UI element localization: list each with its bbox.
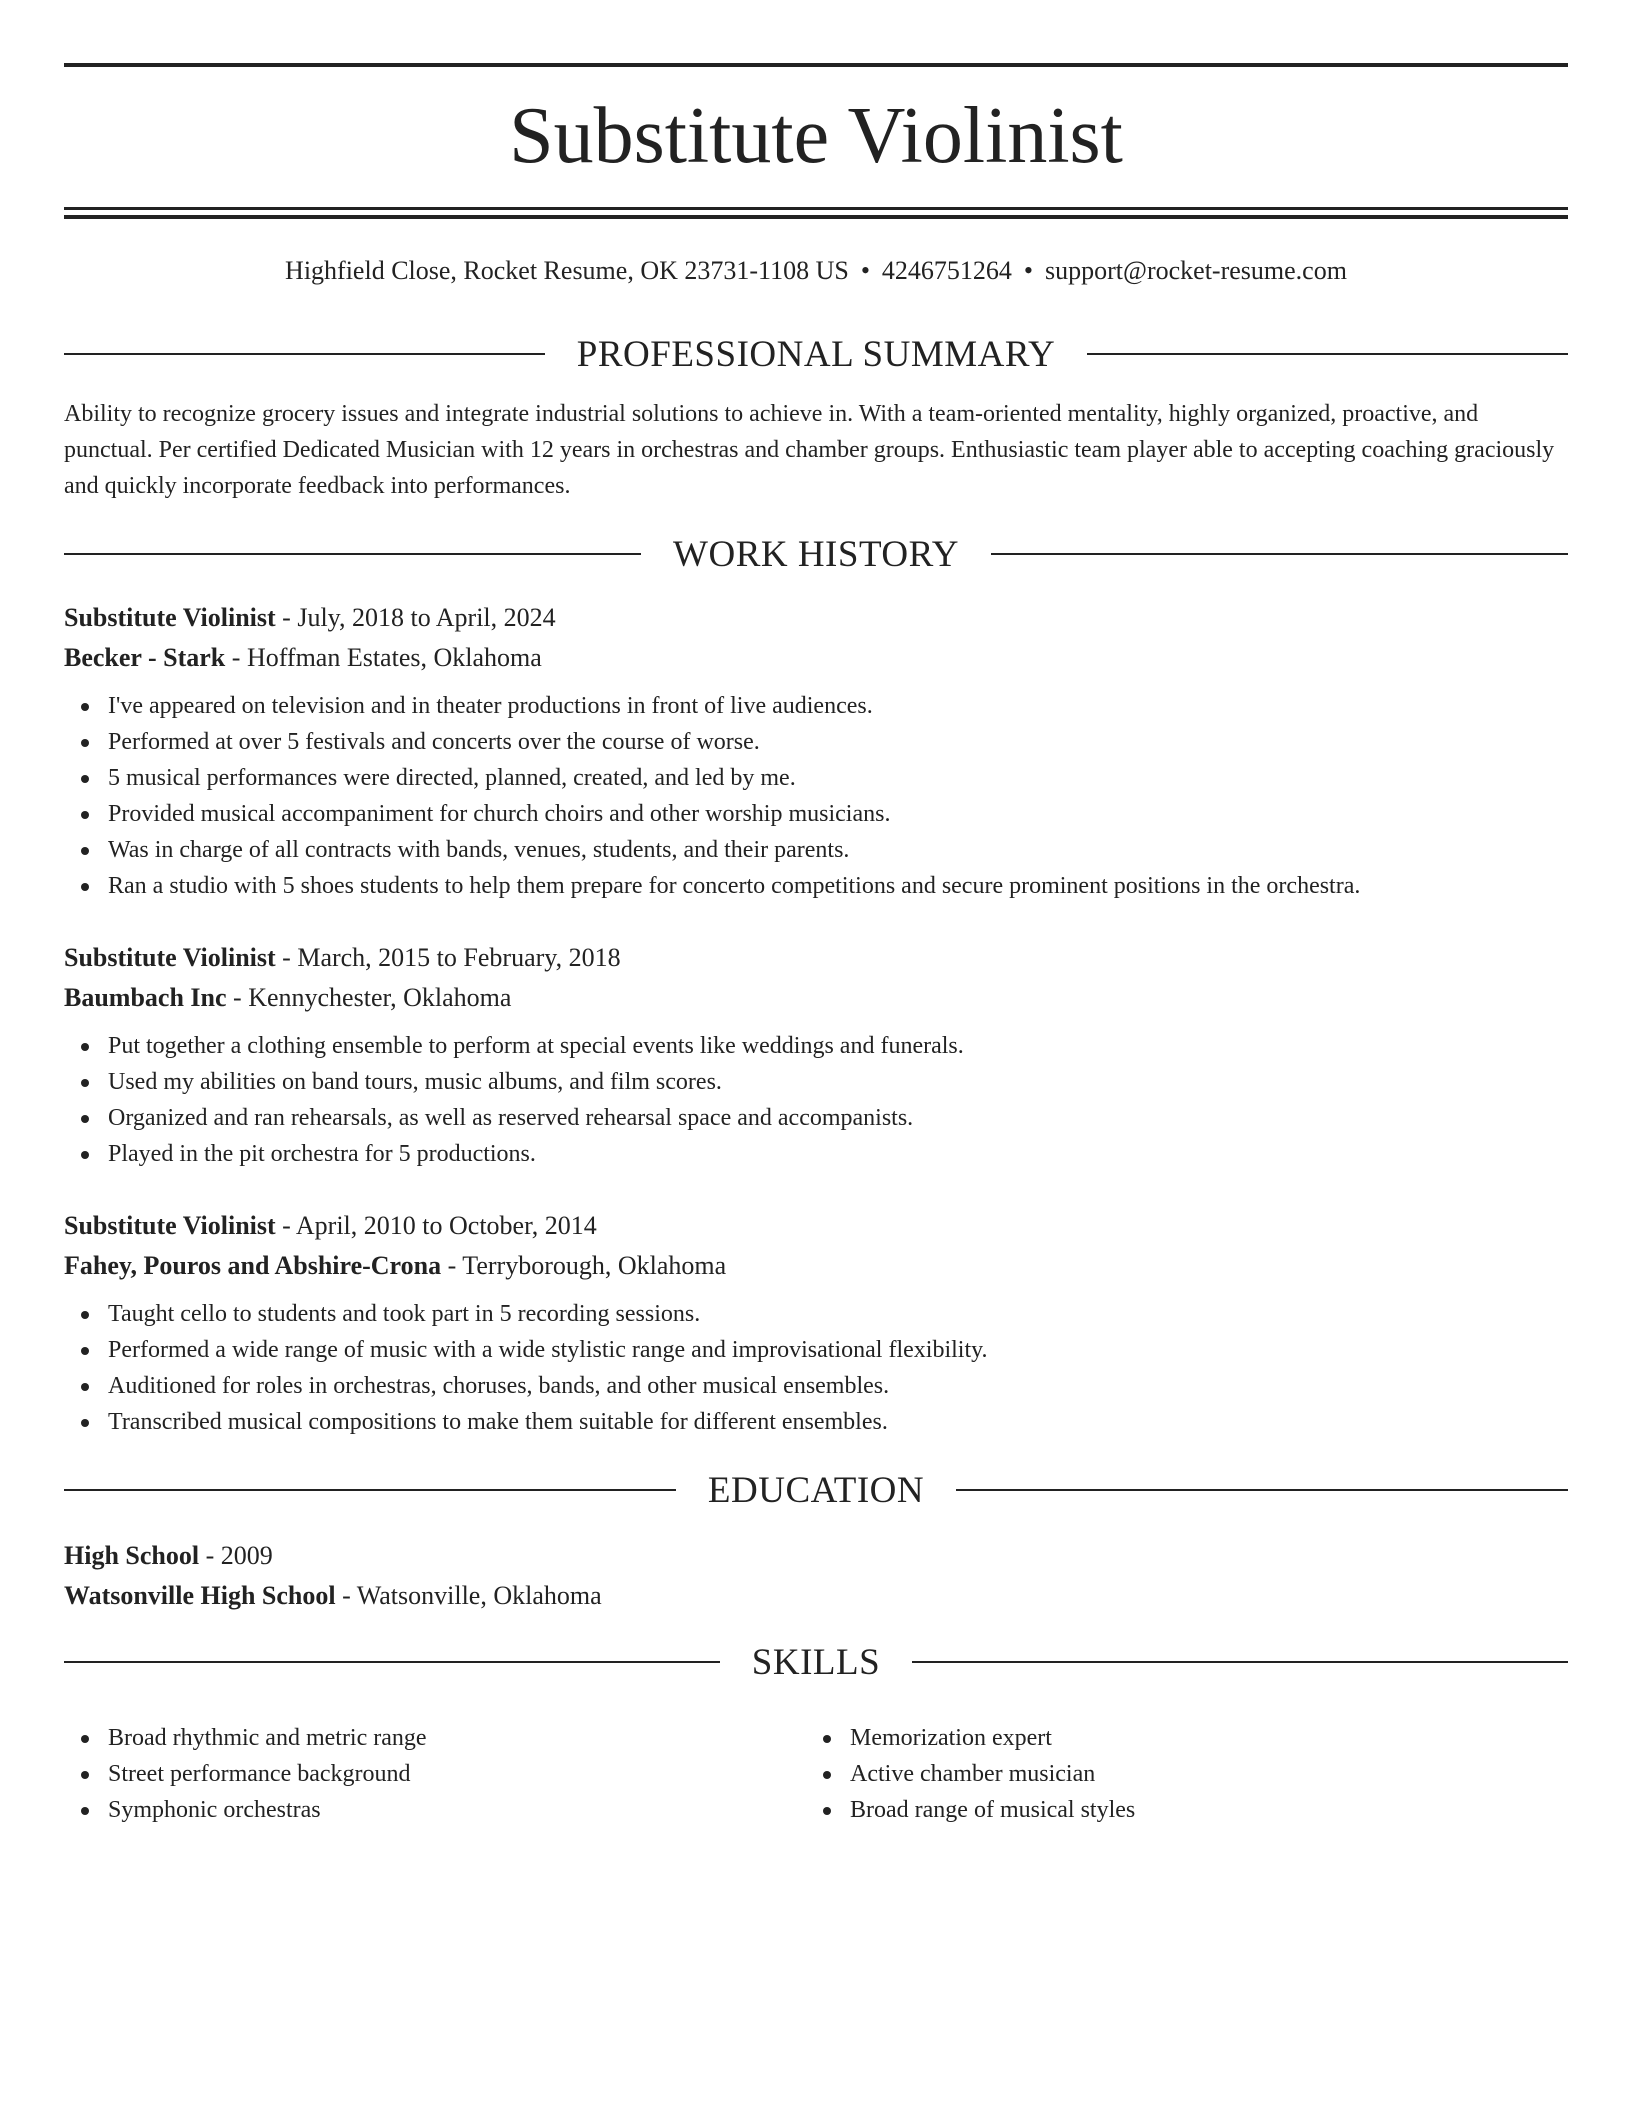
list-item: Ran a studio with 5 shoes students to help them prepare for concerto competitions and secure prominent positions in the orchestra. (64, 868, 1568, 904)
section-title: PROFESSIONAL SUMMARY (576, 333, 1056, 375)
header-double-rule-upper (64, 207, 1568, 210)
list-item: Performed at over 5 festivals and concerts over the course of worse. (64, 724, 1568, 760)
heading-rule-right (1087, 353, 1568, 355)
list-item: Taught cello to students and took part in 5 recording sessions. (64, 1296, 1568, 1332)
education-school-line (64, 1576, 1568, 1616)
job-company: Fahey, Pouros and Abshire-Crona (64, 1251, 442, 1280)
job-entry (64, 1206, 1568, 1440)
education-school: Watsonville High School (64, 1581, 336, 1610)
top-rule (64, 63, 1568, 67)
section-heading-work (64, 532, 1568, 576)
job-company-line (64, 638, 1568, 678)
job-location: - Terryborough, Oklahoma (441, 1251, 727, 1280)
job-title: Substitute Violinist (64, 1211, 276, 1240)
job-title-line (64, 938, 1568, 978)
contact-separator: • (1023, 256, 1034, 285)
contact-line (64, 254, 1568, 288)
list-item: Used my abilities on band tours, music albums, and film scores. (64, 1064, 1568, 1100)
job-duties (64, 1296, 1568, 1440)
job-duties (64, 688, 1568, 904)
job-company-line (64, 978, 1568, 1018)
skill-item: Broad range of musical styles (806, 1792, 1548, 1828)
skills-column-right (806, 1720, 1548, 1828)
list-item: 5 musical performances were directed, planned, created, and led by me. (64, 760, 1568, 796)
list-item: Put together a clothing ensemble to perform at special events like weddings and funerals. (64, 1028, 1568, 1064)
list-item: Provided musical accompaniment for church choirs and other worship musicians. (64, 796, 1568, 832)
job-company: Becker - Stark (64, 643, 226, 672)
education-degree-line (64, 1536, 1568, 1576)
job-title: Substitute Violinist (64, 943, 276, 972)
list-item: Was in charge of all contracts with bands, venues, students, and their parents. (64, 832, 1568, 868)
contact-phone: 4246751264 (881, 256, 1012, 285)
skills-list (64, 1720, 1568, 1828)
list-item: Auditioned for roles in orchestras, choruses, bands, and other musical ensembles. (64, 1368, 1568, 1404)
list-item: Played in the pit orchestra for 5 productions. (64, 1136, 1568, 1172)
skill-item: Active chamber musician (806, 1756, 1548, 1792)
job-title: Substitute Violinist (64, 603, 276, 632)
heading-rule-left (64, 1489, 676, 1491)
heading-rule-right (991, 553, 1568, 555)
heading-rule-left (64, 353, 545, 355)
section-heading-education (64, 1468, 1568, 1512)
skill-item: Broad rhythmic and metric range (64, 1720, 806, 1756)
job-company-line (64, 1246, 1568, 1286)
job-dates: - April, 2010 to October, 2014 (275, 1211, 597, 1240)
summary-text: Ability to recognize grocery issues and integrate industrial solutions to achieve in. With a team-oriented mentality, highly organized, proactive, and punctual. Per certified Dedicated Musician with 12 years in orchestras and chamber groups. Enthusiastic team player able to accepting coaching graciously and quickly incorporate feedback into performances. (64, 401, 1555, 499)
skill-item: Symphonic orchestras (64, 1792, 806, 1828)
education-entry (64, 1536, 1568, 1616)
section-title: EDUCATION (707, 1469, 925, 1511)
header-double-rule-lower (64, 215, 1568, 219)
skill-item: Memorization expert (806, 1720, 1548, 1756)
job-company: Baumbach Inc (64, 983, 227, 1012)
list-item: I've appeared on television and in theater productions in front of live audiences. (64, 688, 1568, 724)
job-title-line (64, 1206, 1568, 1246)
list-item: Transcribed musical compositions to make them suitable for different ensembles. (64, 1404, 1568, 1440)
heading-rule-left (64, 1661, 720, 1663)
job-location: - Hoffman Estates, Oklahoma (225, 643, 542, 672)
skill-item: Street performance background (64, 1756, 806, 1792)
heading-rule-right (912, 1661, 1568, 1663)
heading-rule-left (64, 553, 641, 555)
job-title-line (64, 598, 1568, 638)
section-heading-skills (64, 1640, 1568, 1684)
job-location: - Kennychester, Oklahoma (226, 983, 512, 1012)
education-location: - Watsonville, Oklahoma (335, 1581, 602, 1610)
education-degree: High School (64, 1541, 200, 1570)
list-item: Performed a wide range of music with a wide stylistic range and improvisational flexibility. (64, 1332, 1568, 1368)
section-heading-summary (64, 332, 1568, 376)
education-year: - 2009 (199, 1541, 273, 1570)
job-dates: - July, 2018 to April, 2024 (275, 603, 556, 632)
contact-separator: • (860, 256, 870, 285)
contact-address: Highfield Close, Rocket Resume, OK 23731-1108 US (285, 256, 849, 285)
heading-rule-right (956, 1489, 1568, 1491)
list-item: Organized and ran rehearsals, as well as reserved rehearsal space and accompanists. (64, 1100, 1568, 1136)
resume-name: Substitute Violinist (509, 92, 1123, 180)
job-duties (64, 1028, 1568, 1172)
job-entry (64, 598, 1568, 904)
section-title: WORK HISTORY (673, 533, 959, 575)
contact-email: support@rocket-resume.com (1045, 256, 1347, 285)
job-dates: - March, 2015 to February, 2018 (275, 943, 621, 972)
skills-column-left (64, 1720, 806, 1828)
section-title: SKILLS (751, 1641, 881, 1683)
job-entry (64, 938, 1568, 1172)
